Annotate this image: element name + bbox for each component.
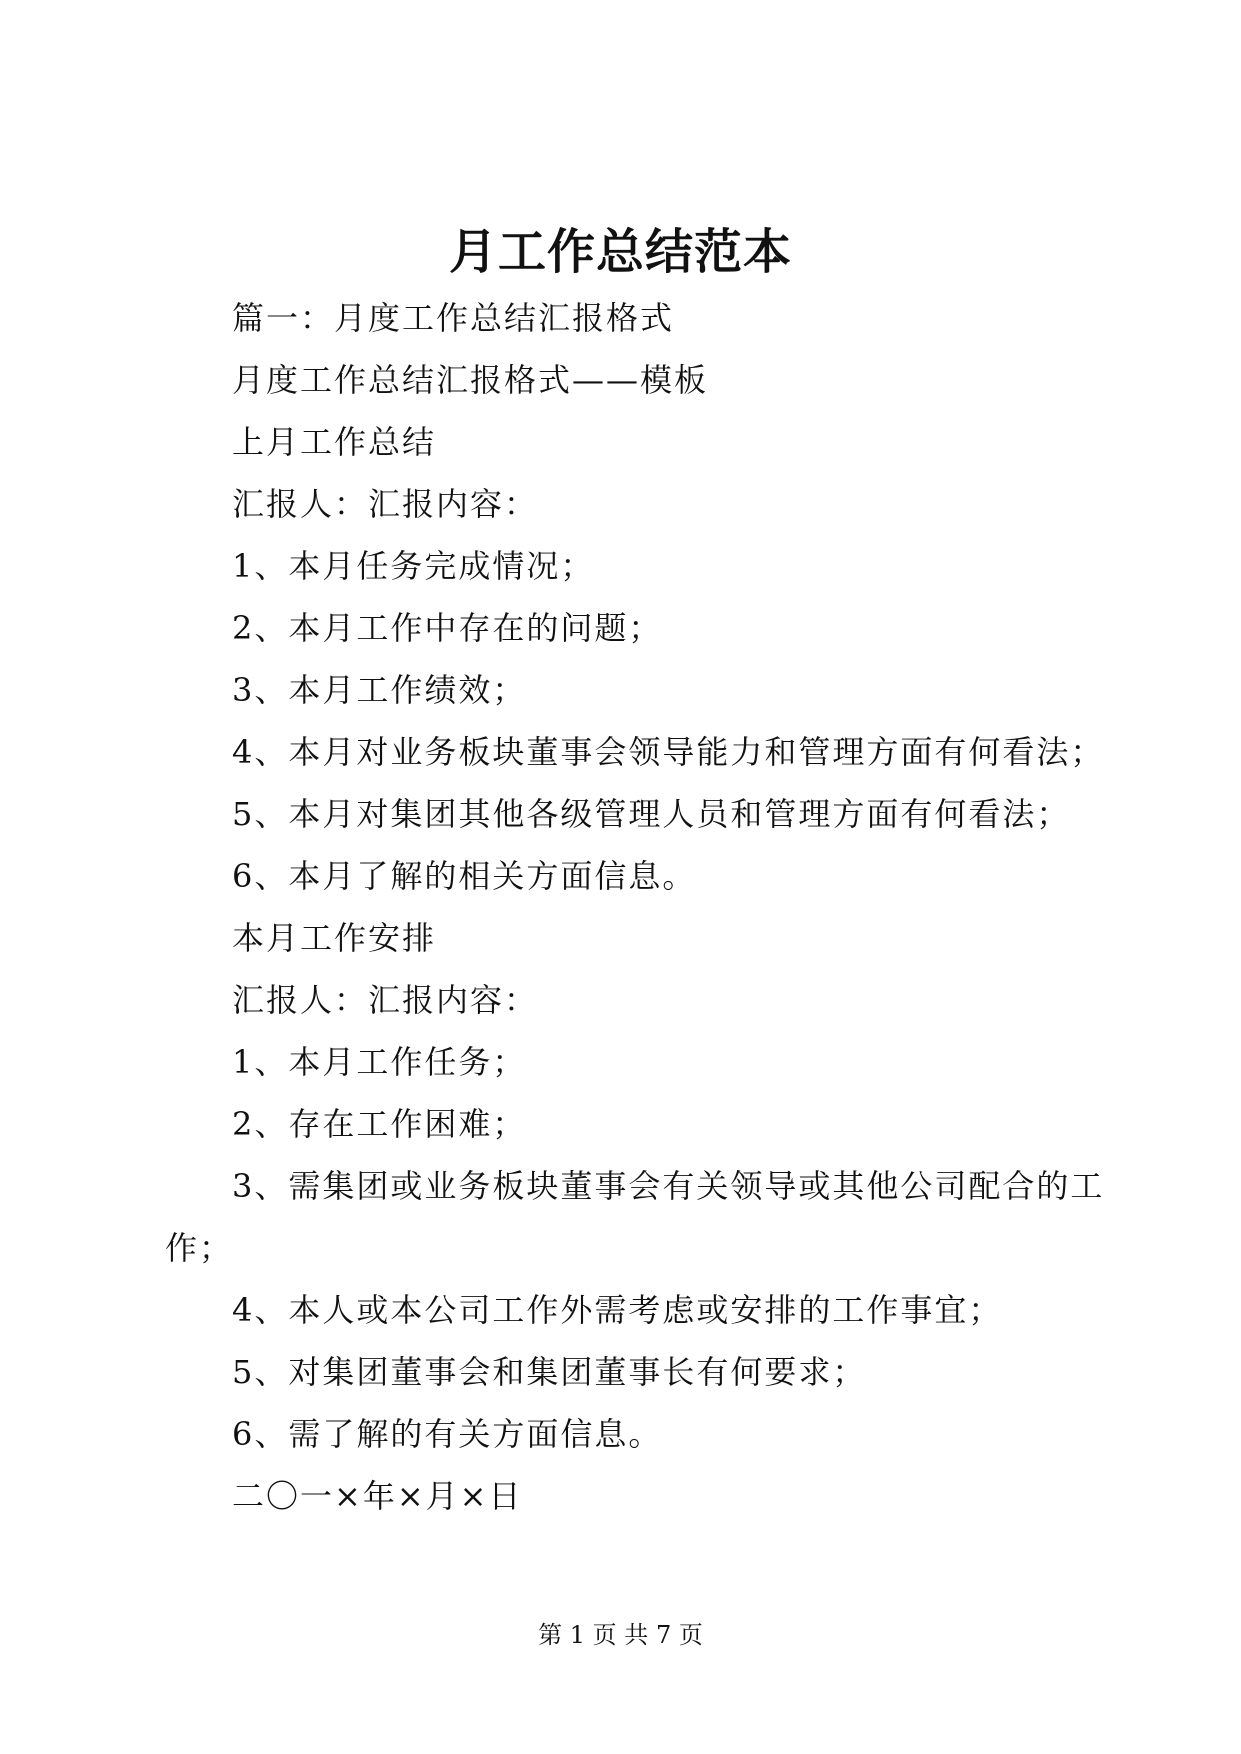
list-item: 4、本人或本公司工作外需考虑或安排的工作事宜；	[232, 1291, 1003, 1329]
list-item: 1、本月任务完成情况；	[232, 547, 595, 585]
list-item: 2、存在工作困难；	[232, 1105, 527, 1143]
page-footer: 第 1 页 共 7 页	[538, 1621, 703, 1649]
list-item: 6、本月了解的相关方面信息。	[232, 857, 697, 895]
section-heading-this-month: 本月工作安排	[232, 919, 437, 957]
list-item: 2、本月工作中存在的问题；	[232, 609, 663, 647]
reporter-line: 汇报人：汇报内容：	[232, 981, 539, 1019]
section-heading-last-month: 上月工作总结	[232, 423, 437, 461]
document-title: 月工作总结范本	[448, 224, 792, 280]
date-line: 二〇一×年×月×日	[232, 1477, 523, 1515]
template-subtitle: 月度工作总结汇报格式——模板	[232, 361, 709, 399]
list-item-continuation: 作；	[165, 1229, 234, 1267]
heading-part-one: 篇一：月度工作总结汇报格式	[232, 299, 675, 337]
reporter-line: 汇报人：汇报内容：	[232, 485, 539, 523]
list-item: 4、本月对业务板块董事会领导能力和管理方面有何看法；	[232, 733, 1105, 771]
list-item: 5、对集团董事会和集团董事长有何要求；	[232, 1353, 867, 1391]
list-item: 1、本月工作任务；	[232, 1043, 527, 1081]
list-item: 6、需了解的有关方面信息。	[232, 1415, 663, 1453]
list-item: 3、本月工作绩效；	[232, 671, 527, 709]
list-item: 3、需集团或业务板块董事会有关领导或其他公司配合的工	[232, 1167, 1105, 1205]
list-item: 5、本月对集团其他各级管理人员和管理方面有何看法；	[232, 795, 1071, 833]
